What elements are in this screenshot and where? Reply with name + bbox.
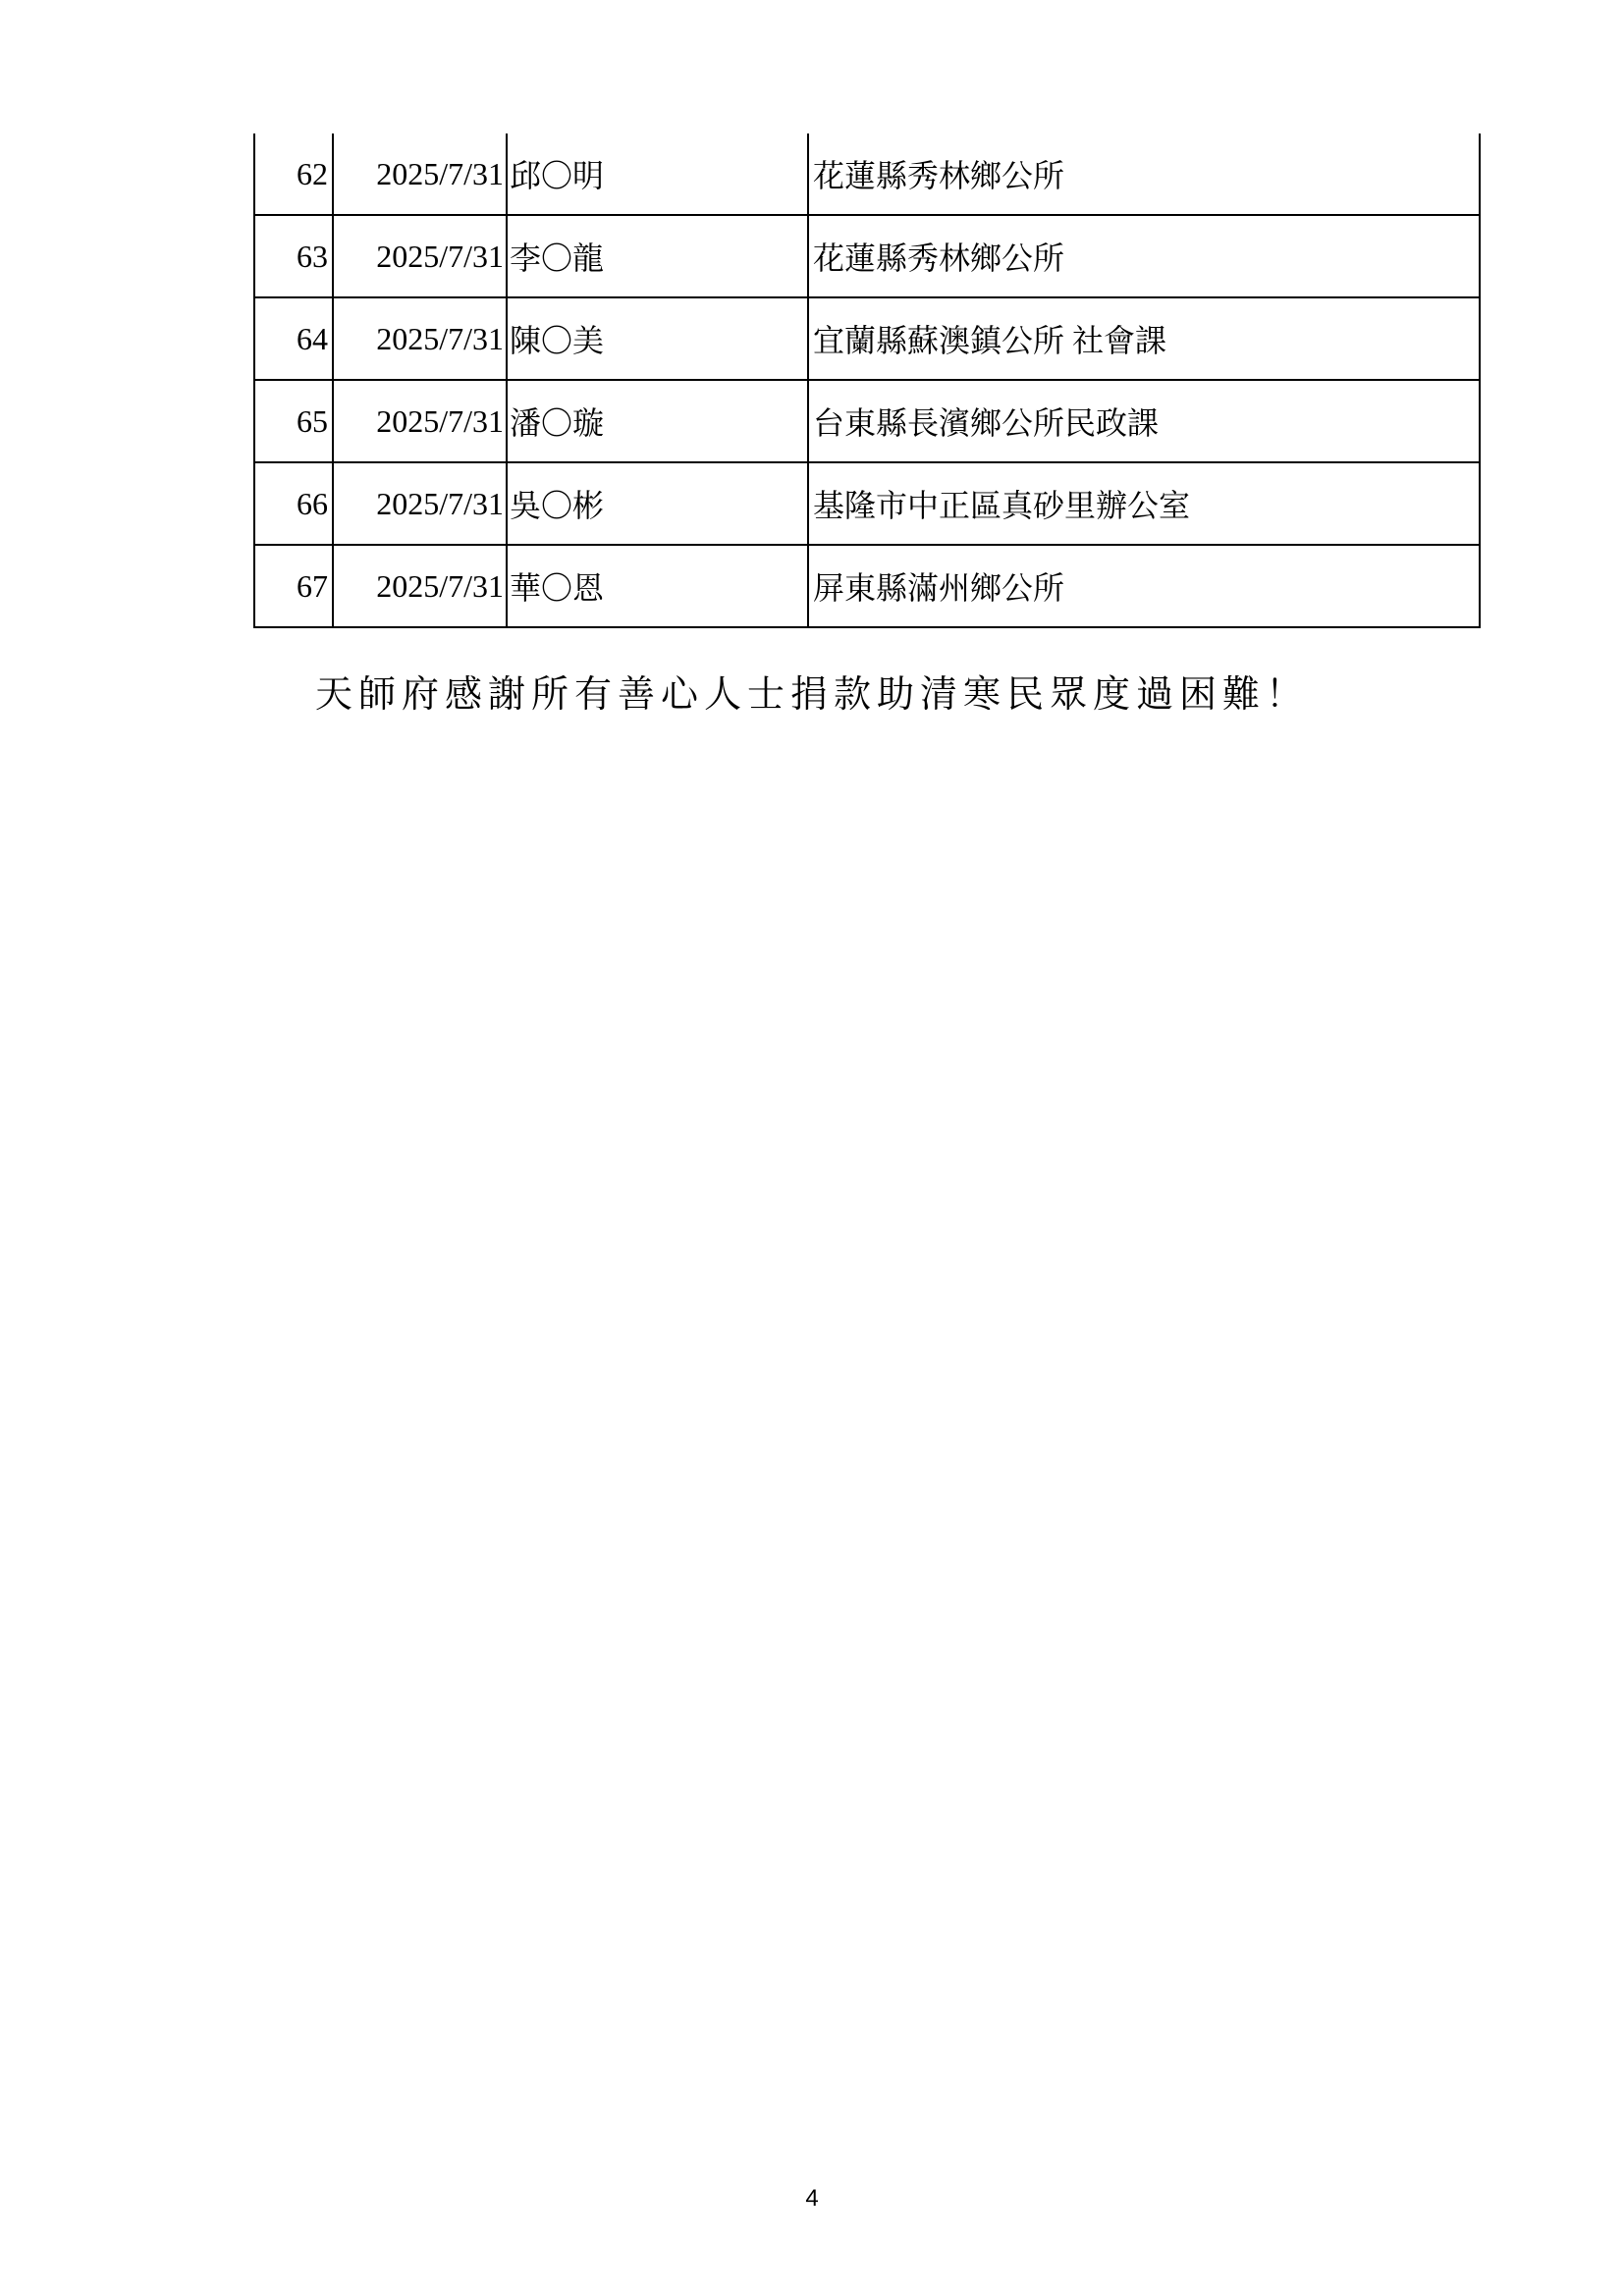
table-row: [254, 462, 1480, 545]
thanks-note: 天師府感謝所有善心人士捐款助清寒民眾度過困難！: [314, 674, 1309, 716]
row-number: 64: [254, 297, 333, 380]
row-date: 2025/7/31: [333, 133, 507, 215]
row-unit: 基隆市中正區真砂里辦公室: [808, 462, 1480, 545]
row-date: 2025/7/31: [333, 462, 507, 545]
row-date: 2025/7/31: [333, 215, 507, 297]
row-number: 63: [254, 215, 333, 297]
row-name: 華〇恩: [507, 545, 808, 627]
row-date: 2025/7/31: [333, 545, 507, 627]
row-number: 66: [254, 462, 333, 545]
row-unit: 屏東縣滿州鄉公所: [808, 545, 1480, 627]
table-row: [254, 297, 1480, 380]
row-date: 2025/7/31: [333, 380, 507, 462]
row-number: 65: [254, 380, 333, 462]
row-name: 李〇龍: [507, 215, 808, 297]
donation-table: [253, 133, 1481, 628]
row-name: 邱〇明: [507, 133, 808, 215]
row-number: 67: [254, 545, 333, 627]
row-number: 62: [254, 133, 333, 215]
row-name: 潘〇璇: [507, 380, 808, 462]
row-name: 陳〇美: [507, 297, 808, 380]
table-row: [254, 545, 1480, 627]
table-row: [254, 380, 1480, 462]
row-date: 2025/7/31: [333, 297, 507, 380]
row-unit: 台東縣長濱鄉公所民政課: [808, 380, 1480, 462]
row-name: 吳〇彬: [507, 462, 808, 545]
row-unit: 宜蘭縣蘇澳鎮公所 社會課: [808, 297, 1480, 380]
table-row: [254, 133, 1480, 215]
table-row: [254, 215, 1480, 297]
page-number: 4: [805, 2185, 819, 2212]
row-unit: 花蓮縣秀林鄉公所: [808, 215, 1480, 297]
row-unit: 花蓮縣秀林鄉公所: [808, 133, 1480, 215]
